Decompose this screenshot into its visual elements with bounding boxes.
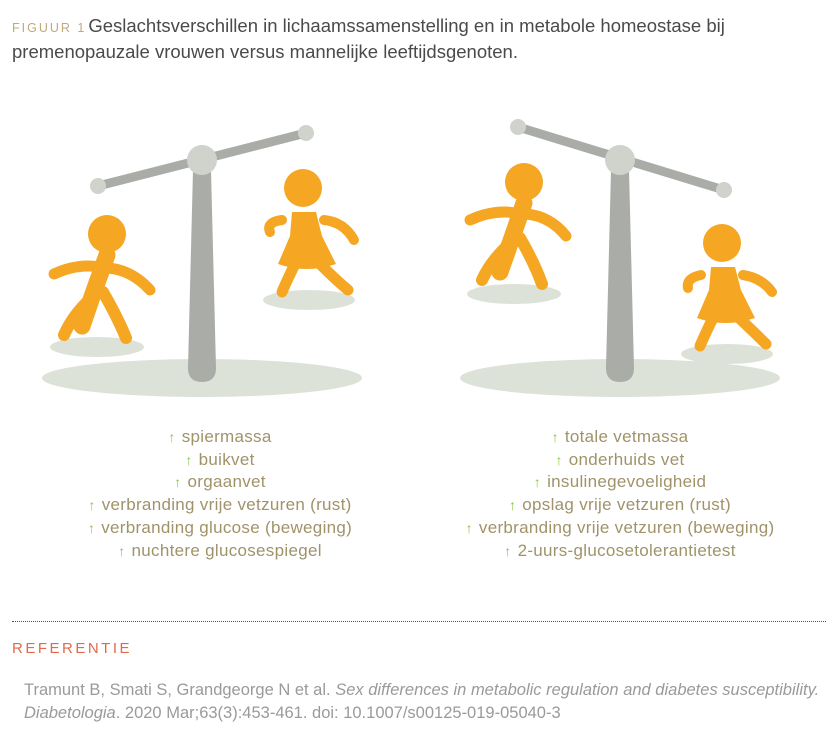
up-arrow-icon: ↑ <box>555 451 563 468</box>
up-arrow-icon: ↑ <box>504 542 512 559</box>
list-item: ↑ totale vetmassa <box>551 427 689 446</box>
list-item: ↑ insulinegevoeligheid <box>533 472 707 492</box>
list-item: ↑ orgaanvet <box>174 472 266 492</box>
woman-in-dress-icon <box>681 224 773 364</box>
reference-authors: Tramunt B, Smati S, Grandgeorge N et al. <box>24 681 336 699</box>
list-item: ↑ 2-uurs-glucosetolerantietest <box>504 540 736 560</box>
up-arrow-icon: ↑ <box>185 451 193 468</box>
up-arrow-icon: ↑ <box>87 519 96 536</box>
reference-text <box>24 679 834 725</box>
up-arrow-icon: ↑ <box>174 474 182 491</box>
figure-label: FIGUUR 1 <box>12 21 87 35</box>
up-arrow-icon: ↑ <box>168 429 176 445</box>
up-arrow-icon: ↑ <box>533 474 542 491</box>
list-item: ↑ verbranding glucose (beweging) <box>87 517 353 537</box>
reference-title: Sex differences in metabolic regulation and diabetes susceptibility. Diabetologia <box>24 681 820 722</box>
woman-in-dress-icon <box>263 169 355 310</box>
list-item: ↑ onderhuids vet <box>555 449 685 469</box>
up-arrow-icon: ↑ <box>88 497 96 514</box>
list-item: ↑ verbranding vrije vetzuren (rust) <box>88 495 352 515</box>
female-characteristics-list <box>420 426 820 562</box>
up-arrow-icon: ↑ <box>465 519 473 536</box>
up-arrow-icon: ↑ <box>508 497 517 514</box>
male-characteristics-list <box>20 426 420 562</box>
list-item: ↑ buikvet <box>185 449 255 469</box>
reference-details: . 2020 Mar;63(3):453-461. doi: 10.1007/s00125-019-05040-3 <box>115 704 561 722</box>
man-walking-icon <box>467 163 566 304</box>
list-item: ↑ opslag vrije vetzuren (rust) <box>508 495 731 515</box>
man-walking-icon <box>50 215 150 357</box>
figure-title: Geslachtsverschillen in lichaamssamenstelling en in metabole homeostase bij premenopauzale vrouwen versus mannelijke leeftijdsgenoten. <box>12 15 725 62</box>
up-arrow-icon: ↑ <box>551 429 559 445</box>
reference-heading: REFERENTIE <box>12 640 133 657</box>
list-item: ↑ nuchtere glucosespiegel <box>118 540 322 560</box>
list-item: ↑ verbranding vrije vetzuren (beweging) <box>465 517 775 537</box>
up-arrow-icon: ↑ <box>118 542 126 559</box>
divider <box>12 621 826 622</box>
list-item: ↑ spiermassa <box>168 427 272 446</box>
